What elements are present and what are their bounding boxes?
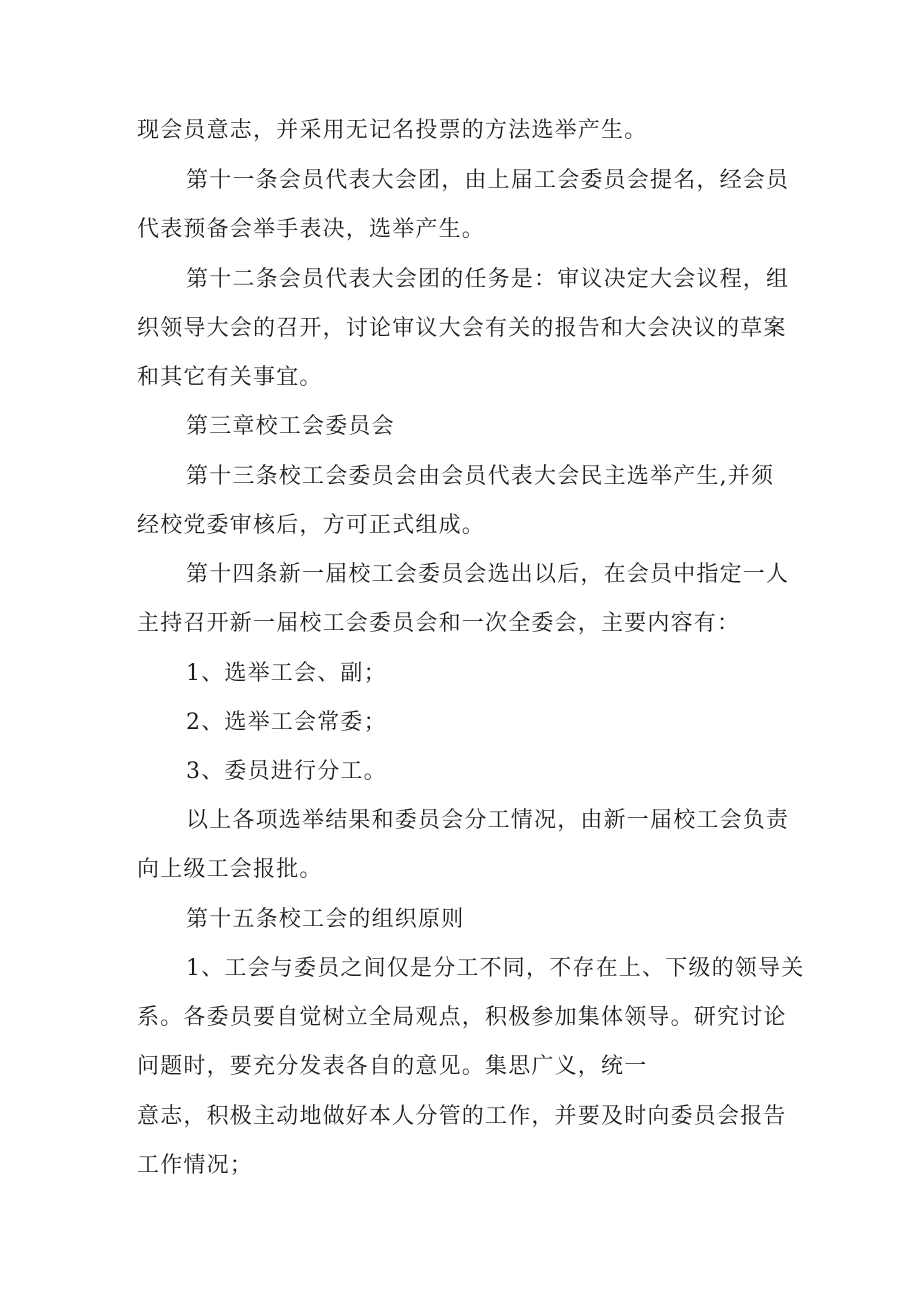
article-12-line-1: 第十二条会员代表大会团的任务是：审议决定大会议程，组: [186, 267, 790, 292]
article-14-line-1: 第十四条新一届校工会委员会选出以后，在会员中指定一人: [186, 562, 790, 587]
principle-1-line-2: 系。各委员要自觉树立全局观点，积极参加集体领导。研究讨论: [137, 1005, 787, 1030]
list-item-3: 3、委员进行分工。: [186, 759, 387, 784]
principle-1-line-4: 意志，积极主动地做好本人分管的工作，并要及时向委员会报告: [137, 1104, 787, 1129]
list-item-1: 1、选举工会、副；: [186, 661, 387, 686]
principle-1-line-5: 工作情况；: [137, 1153, 254, 1178]
article-13-line-2: 经校党委审核后，方可正式组成。: [137, 513, 486, 538]
text-line: 现会员意志，并采用无记名投票的方法选举产生。: [137, 118, 648, 143]
article-15-heading: 第十五条校工会的组织原则: [186, 907, 465, 932]
article-11-line-2: 代表预备会举手表决，选举产生。: [137, 217, 486, 242]
principle-1-line-3: 问题时，要充分发表各自的意见。集思广义，统一: [137, 1054, 648, 1079]
summary-line-1: 以上各项选举结果和委员会分工情况，由新一届校工会负责: [186, 808, 790, 833]
list-item-2: 2、选举工会常委；: [186, 710, 387, 735]
article-12-line-2: 织领导大会的召开，讨论审议大会有关的报告和大会决议的草案: [137, 316, 787, 341]
summary-line-2: 向上级工会报批。: [137, 857, 323, 882]
article-13-line-1: 第十三条校工会委员会由会员代表大会民主选举产生,并须: [186, 464, 775, 489]
chapter-heading: 第三章校工会委员会: [186, 414, 395, 439]
article-12-line-3: 和其它有关事宜。: [137, 365, 323, 390]
article-14-line-2: 主持召开新一届校工会委员会和一次全委会，主要内容有：: [137, 611, 741, 636]
article-11-line-1: 第十一条会员代表大会团，由上届工会委员会提名，经会员: [186, 168, 790, 193]
principle-1-line-1: 1、工会与委员之间仅是分工不同，不存在上、下级的领导关: [186, 956, 805, 981]
